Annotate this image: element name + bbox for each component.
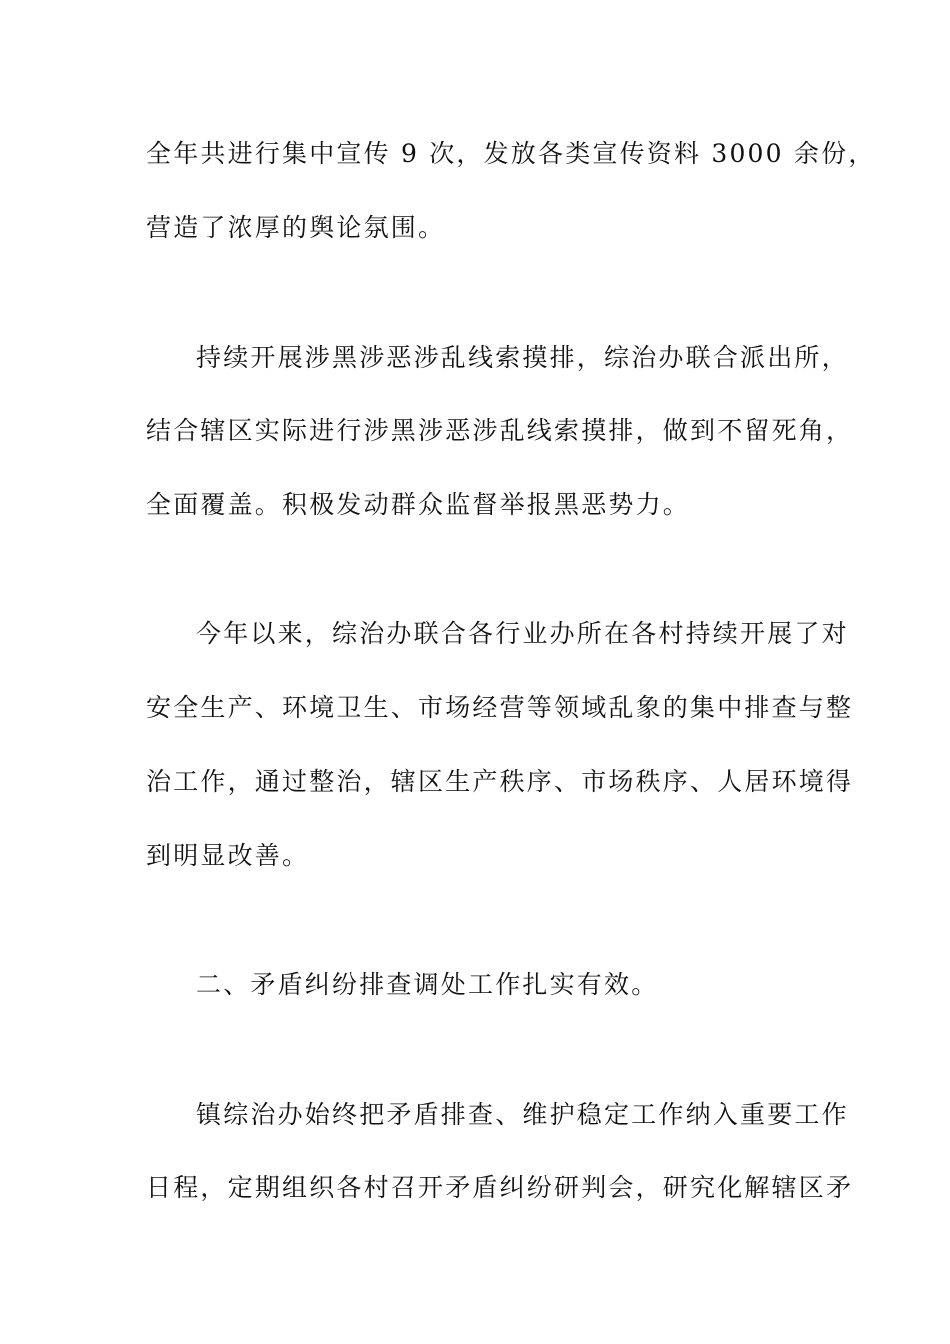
- text-line: 营造了浓厚的舆论氛围。: [146, 213, 446, 242]
- text-line: 全面覆盖。积极发动群众监督举报黑恶势力。: [146, 490, 691, 519]
- text-line: 镇综治办始终把矛盾排查、维护稳定工作纳入重要工作: [196, 1100, 849, 1129]
- text-line: 结合辖区实际进行涉黑涉恶涉乱线索摸排，做到不留死角，: [146, 416, 854, 445]
- section-heading: 二、矛盾纠纷排查调处工作扎实有效。: [196, 970, 659, 999]
- text-line: 全年共进行集中宣传 9 次，发放各类宣传资料 3000 余份，: [146, 139, 876, 168]
- text-line: 持续开展涉黑涉恶涉乱线索摸排，综治办联合派出所，: [196, 343, 849, 372]
- text-line: 日程，定期组织各村召开矛盾纠纷研判会，研究化解辖区矛: [146, 1173, 854, 1202]
- text-line: 治工作，通过整治，辖区生产秩序、市场秩序、人居环境得: [146, 767, 854, 796]
- text-line: 今年以来，综治办联合各行业办所在各村持续开展了对: [196, 619, 849, 648]
- text-line: 到明显改善。: [146, 841, 310, 870]
- text-line: 安全生产、环境卫生、市场经营等领域乱象的集中排查与整: [146, 693, 854, 722]
